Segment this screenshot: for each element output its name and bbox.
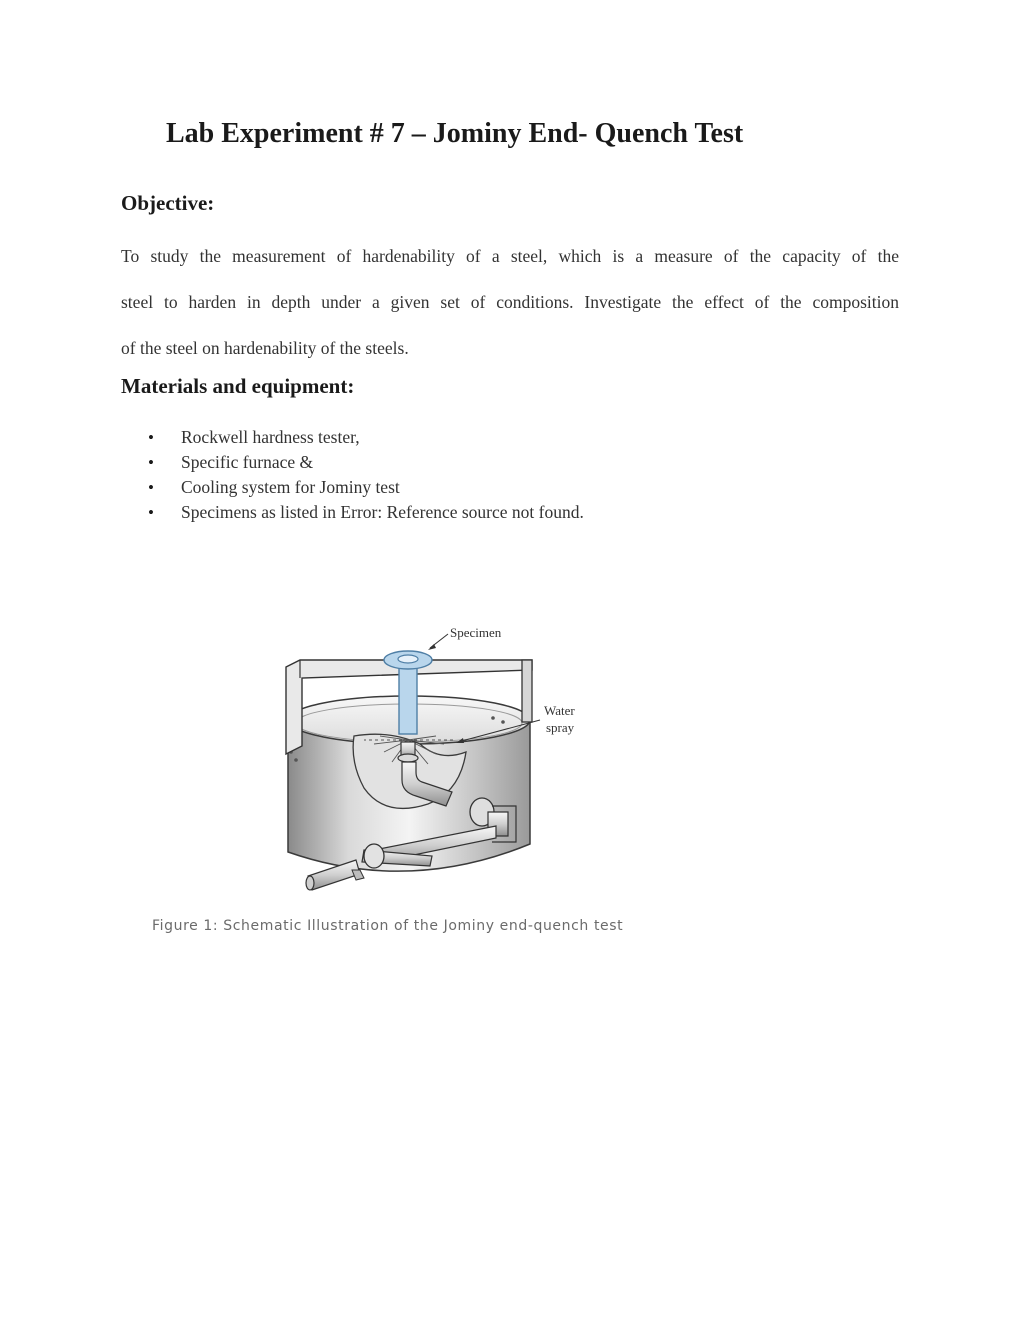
- list-item-label: Rockwell hardness tester,: [181, 427, 360, 447]
- spray-label: spray: [546, 720, 575, 735]
- specimen-label: Specimen: [450, 625, 502, 640]
- list-item-label: Cooling system for Jominy test: [181, 477, 400, 497]
- jominy-figure: [260, 612, 610, 902]
- materials-heading: Materials and equipment:: [121, 374, 355, 398]
- figure-caption: Figure 1: Schematic Illustration of the Jominy end-quench test: [152, 918, 624, 934]
- list-item-label: Specimens as listed in Error: Reference source not found.: [181, 502, 584, 522]
- objective-paragraph: [121, 233, 899, 371]
- bullet-icon: •: [148, 503, 154, 522]
- objective-heading: Objective:: [121, 191, 215, 215]
- bullet-icon: •: [148, 478, 154, 497]
- jominy-apparatus-illustration: [260, 612, 610, 902]
- objective-line: of the steel on hardenability of the steels.: [121, 338, 409, 358]
- water-label: Water: [544, 703, 575, 718]
- objective-line: To study the measurement of hardenability of a steel, which is a measure of the capacity of the: [121, 246, 899, 266]
- page-title: Lab Experiment # 7 – Jominy End- Quench Test: [166, 118, 744, 149]
- objective-line: steel to harden in depth under a given set of conditions. Investigate the effect of the composition: [121, 292, 899, 312]
- bullet-icon: •: [148, 428, 154, 447]
- bullet-icon: •: [148, 453, 154, 472]
- list-item-label: Specific furnace &: [181, 452, 314, 472]
